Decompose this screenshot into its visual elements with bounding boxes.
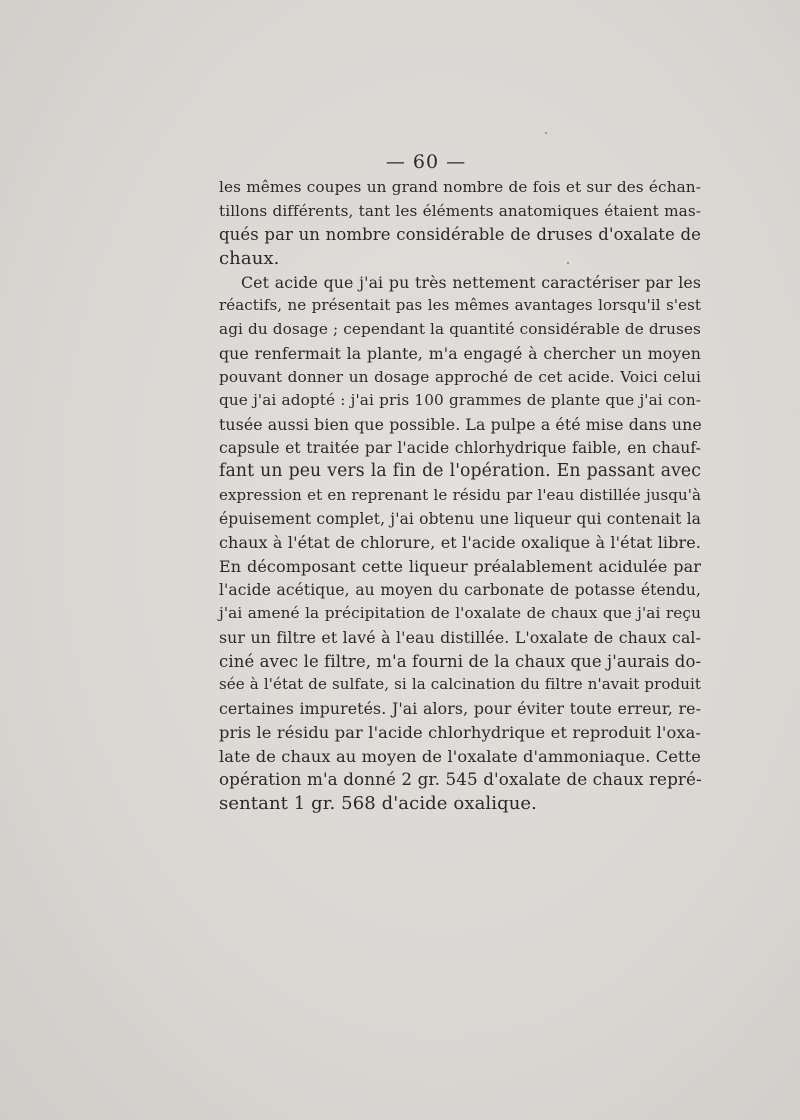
page-number: — 60 — (385, 151, 467, 173)
text-line: sée à l'état de sulfate, si la calcination du filtre n'avait produit (219, 675, 701, 694)
paper-speck (545, 132, 547, 134)
text-line: que j'ai adopté : j'ai pris 100 grammes de plante que j'ai con- (219, 391, 701, 410)
text-line: les mêmes coupes un grand nombre de fois et sur des échan- (219, 178, 701, 196)
text-line: Cet acide que j'ai pu très nettement caractériser par les (241, 272, 701, 292)
paragraph-2 (219, 271, 701, 816)
text-line: l'acide acétique, au moyen du carbonate de potasse étendu, (219, 580, 701, 599)
text-line: ciné avec le filtre, m'a fourni de la chaux que j'aurais do- (219, 651, 702, 671)
text-line: sentant 1 gr. 568 d'acide oxalique. (219, 792, 537, 814)
text-line: pris le résidu par l'acide chlorhydrique et reproduit l'oxa- (219, 722, 701, 742)
text-line: chaux à l'état de chlorure, et l'acide oxalique à l'état libre. (219, 533, 701, 553)
text-line: sur un filtre et lavé à l'eau distillée. L'oxalate de chaux cal- (219, 628, 701, 648)
text-line: late de chaux au moyen de l'oxalate d'ammoniaque. Cette (219, 746, 701, 766)
text-line: expression et en reprenant le résidu par l'eau distillée jusqu'à (219, 485, 701, 504)
text-line: En décomposant cette liqueur préalablement acidulée par (219, 557, 701, 576)
text-line: que renfermait la plante, m'a engagé à chercher un moyen (219, 343, 701, 363)
text-line: agi du dosage ; cependant la quantité considérable de druses (219, 320, 701, 339)
text-line: capsule et traitée par l'acide chlorhydrique faible, en chauf- (219, 438, 701, 457)
paragraph-1 (219, 176, 701, 271)
text-line: chaux. (219, 248, 280, 270)
text-line: fant un peu vers la fin de l'opération. En passant avec (219, 461, 701, 482)
body-text (219, 176, 701, 816)
text-line: certaines impuretés. J'ai alors, pour éviter toute erreur, re- (219, 699, 701, 719)
text-line: pouvant donner un dosage approché de cet acide. Voici celui (219, 367, 701, 386)
text-line: opération m'a donné 2 gr. 545 d'oxalate de chaux repré- (219, 769, 702, 790)
text-line: tillons différents, tant les éléments anatomiques étaient mas- (219, 201, 701, 220)
text-line: j'ai amené la précipitation de l'oxalate de chaux que j'ai reçu (219, 604, 701, 623)
text-line: réactifs, ne présentait pas les mêmes avantages lorsqu'il s'est (219, 296, 701, 315)
text-line: tusée aussi bien que possible. La pulpe a été mise dans une (219, 414, 702, 434)
text-line: épuisement complet, j'ai obtenu une liqueur qui contenait la (219, 509, 701, 528)
text-line: qués par un nombre considérable de druses d'oxalate de (219, 225, 701, 245)
